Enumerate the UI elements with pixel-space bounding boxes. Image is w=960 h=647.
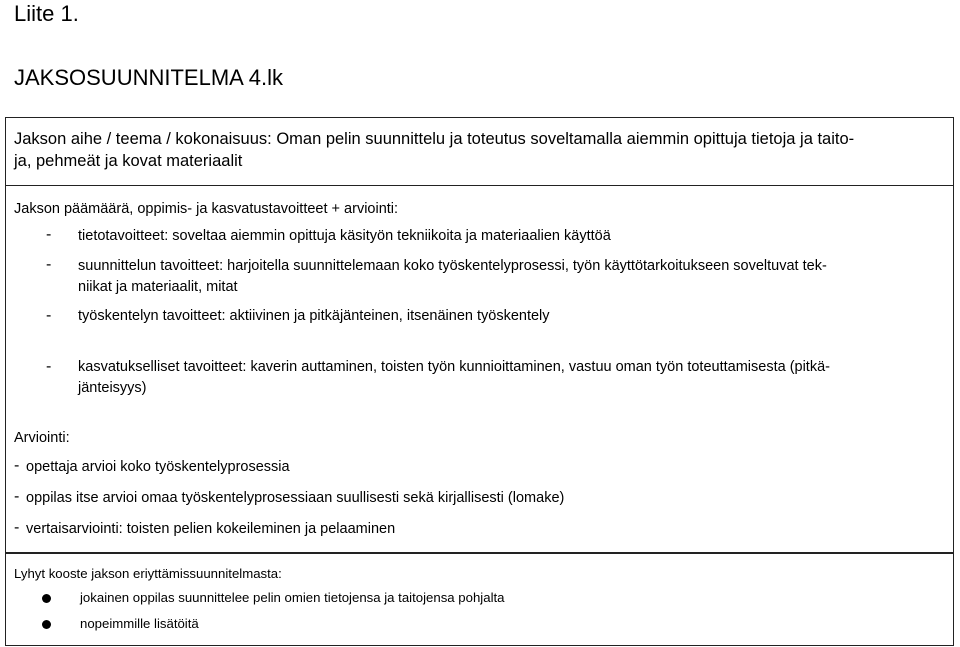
goal-dash-1: - <box>46 226 52 243</box>
goal-item-line: suunnittelun tavoitteet: harjoitella suunnittelemaan koko työskentelyprosessi, työn käyttötarkoitukseen soveltuvat tek- <box>78 258 827 274</box>
topic-line-2: ja, pehmeät ja kovat materiaalit <box>14 151 243 170</box>
assessment-item-teacher: opettaja arvioi koko työskentelyprosessia <box>26 459 290 475</box>
assessment-heading: Arviointi: <box>14 430 70 446</box>
assessment-item-peer: vertaisarviointi: toisten pelien kokeileminen ja pelaaminen <box>26 521 396 537</box>
goal-item-working <box>78 306 938 327</box>
goal-item-planning <box>78 256 938 298</box>
goal-item-line: niikat ja materiaalit, mitat <box>78 279 238 295</box>
summary-heading: Lyhyt kooste jakson eriyttämissuunnitelmasta: <box>14 566 282 581</box>
goal-dash-4: - <box>46 358 52 375</box>
goal-item-line: kasvatukselliset tavoitteet: kaverin auttaminen, toisten työn kunnioittaminen, vastuu oman työn toteuttamisesta (pitkä- <box>78 359 830 375</box>
assessment-dash-3: - <box>14 519 20 536</box>
bullet-icon <box>42 594 51 603</box>
page-title: JAKSOSUUNNITELMA 4.lk <box>14 65 283 90</box>
goals-heading: Jakson päämäärä, oppimis- ja kasvatustavoitteet + arviointi: <box>14 201 399 217</box>
summary-item-1: jokainen oppilas suunnittelee pelin omien tietojensa ja taitojensa pohjalta <box>80 590 505 605</box>
summary-item-2: nopeimmille lisätöitä <box>80 616 199 631</box>
goal-dash-3: - <box>46 307 52 324</box>
goal-item-educational <box>78 357 938 399</box>
assessment-item-self: oppilas itse arvioi omaa työskentelyprosessiaan suullisesti sekä kirjallisesti (lomake) <box>26 490 565 506</box>
goal-item-line: tietotavoitteet: soveltaa aiemmin opittuja käsityön tekniikoita ja materiaalien käyttöä <box>78 228 611 244</box>
goal-item-line: työskentelyn tavoitteet: aktiivinen ja pitkäjänteinen, itsenäinen työskentely <box>78 308 550 324</box>
attachment-label: Liite 1. <box>14 1 79 26</box>
goal-item-line: jänteisyys) <box>78 380 147 396</box>
topic-line-1: Jakson aihe / teema / kokonaisuus: Oman pelin suunnittelu ja toteutus soveltamalla aiemmin opittuja tietoja ja taito- <box>14 130 855 148</box>
assessment-dash-1: - <box>14 457 20 474</box>
assessment-dash-2: - <box>14 488 20 505</box>
topic-text <box>14 129 934 172</box>
bullet-icon <box>42 620 51 629</box>
goal-item-knowledge <box>78 226 938 247</box>
goal-dash-2: - <box>46 256 52 273</box>
